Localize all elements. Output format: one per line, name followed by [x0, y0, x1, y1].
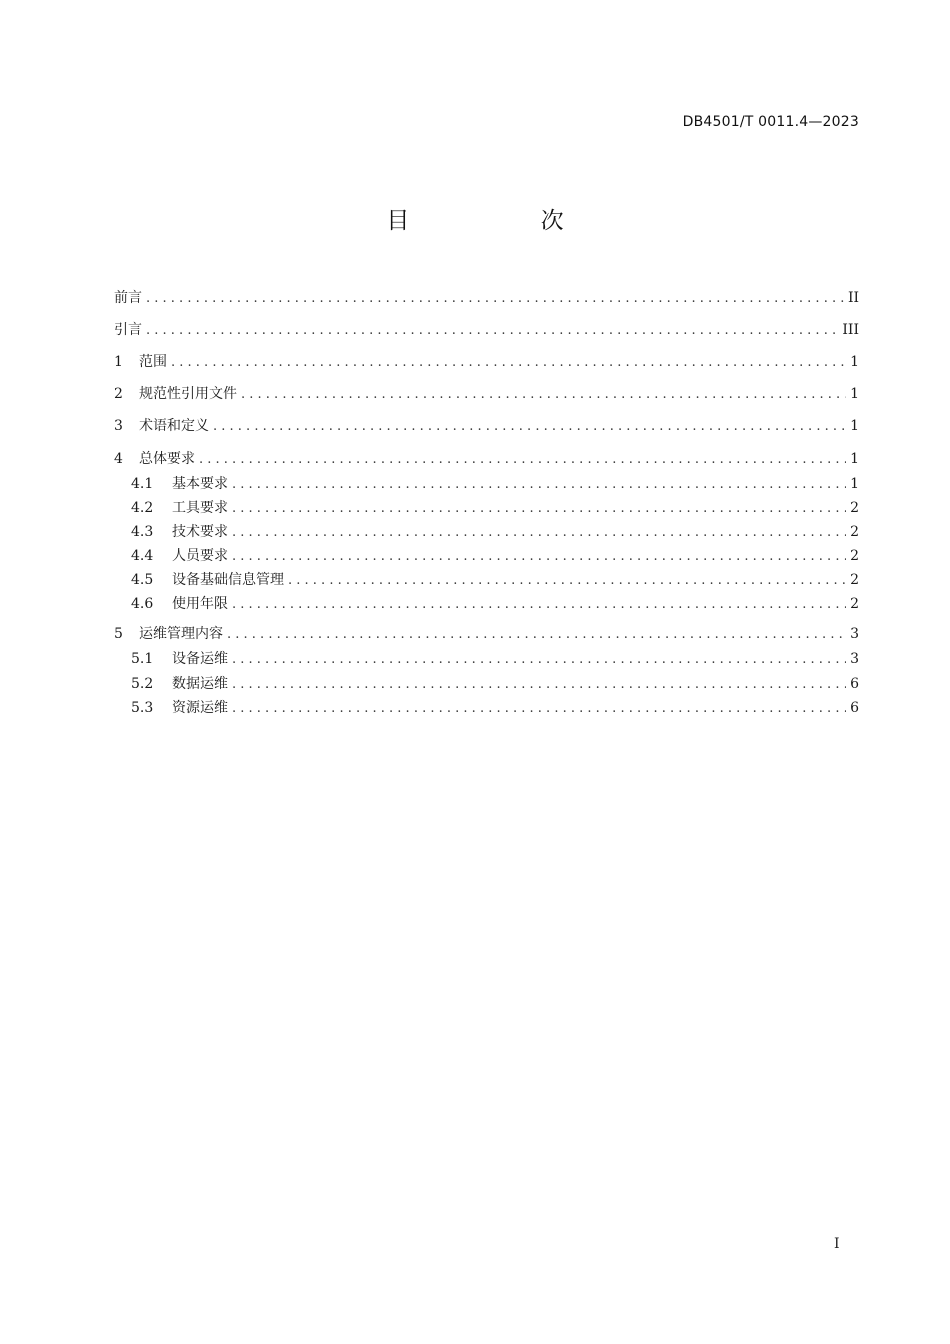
toc-leader-dots [146, 289, 844, 309]
toc-entry-title: 使用年限 [172, 596, 228, 612]
toc-entry[interactable] [131, 570, 859, 590]
toc-entry-page: 6 [850, 700, 859, 716]
toc-entry-page: 2 [850, 548, 859, 564]
toc-entry[interactable] [131, 649, 859, 669]
toc-leader-dots [213, 417, 846, 437]
toc-entry-number: 4.3 [131, 524, 154, 540]
toc-entry-number: 4.5 [131, 572, 154, 588]
toc-entry[interactable] [114, 320, 859, 340]
toc-entry-number: 4.2 [131, 500, 154, 516]
toc-leader-dots [241, 385, 846, 405]
toc-leader-dots [232, 595, 846, 615]
toc-entry[interactable] [131, 594, 859, 614]
toc-entry-number: 5.1 [131, 651, 154, 667]
toc-entry[interactable] [114, 416, 859, 436]
toc-entry-page: 1 [850, 476, 859, 492]
toc-leader-dots [232, 675, 846, 695]
toc-entry-title: 运维管理内容 [139, 626, 223, 642]
toc-entry-title: 技术要求 [172, 524, 228, 540]
toc-entry[interactable] [131, 474, 859, 494]
toc-entry-title: 设备基础信息管理 [172, 572, 284, 588]
toc-leader-dots [232, 523, 846, 543]
toc-leader-dots [199, 450, 846, 470]
toc-entry[interactable] [131, 674, 859, 694]
toc-entry-page: 1 [850, 354, 859, 370]
toc-entry-title: 规范性引用文件 [139, 386, 237, 402]
toc-entry-title: 前言 [114, 290, 142, 306]
toc-entry-number: 4.6 [131, 596, 154, 612]
toc-entry-page: 3 [850, 651, 859, 667]
toc-entry-page: 2 [850, 596, 859, 612]
toc-entry-title: 数据运维 [172, 676, 228, 692]
toc-leader-dots [288, 571, 846, 591]
toc-leader-dots [146, 321, 838, 341]
toc-entry-number: 3 [114, 418, 123, 434]
toc-entry[interactable] [114, 624, 859, 644]
toc-entry-number: 4.1 [131, 476, 154, 492]
toc-entry-page: 2 [850, 572, 859, 588]
toc-entry[interactable] [114, 384, 859, 404]
toc-leader-dots [171, 353, 846, 373]
toc-entry-number: 1 [114, 354, 123, 370]
toc-entry-title: 人员要求 [172, 548, 228, 564]
page-number: I [834, 1236, 840, 1252]
toc-entry-page: 1 [850, 386, 859, 402]
toc-entry-title: 设备运维 [172, 651, 228, 667]
toc-leader-dots [232, 547, 846, 567]
toc-entry-number: 4.4 [131, 548, 154, 564]
toc-entry-number: 5.3 [131, 700, 154, 716]
toc-entry[interactable] [131, 522, 859, 542]
toc-entry-title: 总体要求 [139, 451, 195, 467]
toc-leader-dots [232, 499, 846, 519]
toc-entry[interactable] [131, 698, 859, 718]
toc-entry-title: 引言 [114, 322, 142, 338]
toc-entry-number: 4 [114, 451, 123, 467]
toc-entry[interactable] [131, 498, 859, 518]
toc-entry-title: 基本要求 [172, 476, 228, 492]
document-code: DB4501/T 0011.4—2023 [682, 114, 859, 130]
toc-title: 目 次 [386, 208, 626, 234]
toc-entry-page: 3 [850, 626, 859, 642]
toc-entry[interactable] [114, 449, 859, 469]
toc-leader-dots [227, 625, 846, 645]
toc-entry-title: 工具要求 [172, 500, 228, 516]
toc-entry-page: 1 [850, 451, 859, 467]
toc-entry-page: 1 [850, 418, 859, 434]
toc-leader-dots [232, 650, 846, 670]
toc-entry-page: 6 [850, 676, 859, 692]
toc-leader-dots [232, 699, 846, 719]
toc-entry-number: 2 [114, 386, 123, 402]
toc-entry-page: III [842, 322, 859, 338]
toc-leader-dots [232, 475, 846, 495]
toc-entry-number: 5.2 [131, 676, 154, 692]
toc-entry[interactable] [114, 288, 859, 308]
toc-entry-title: 资源运维 [172, 700, 228, 716]
toc-entry-page: II [847, 290, 859, 306]
toc-entry-title: 范围 [139, 354, 167, 370]
toc-entry-page: 2 [850, 524, 859, 540]
toc-entry-number: 5 [114, 626, 123, 642]
toc-entry-page: 2 [850, 500, 859, 516]
toc-entry[interactable] [114, 352, 859, 372]
toc-entry-title: 术语和定义 [139, 418, 209, 434]
toc-entry[interactable] [131, 546, 859, 566]
